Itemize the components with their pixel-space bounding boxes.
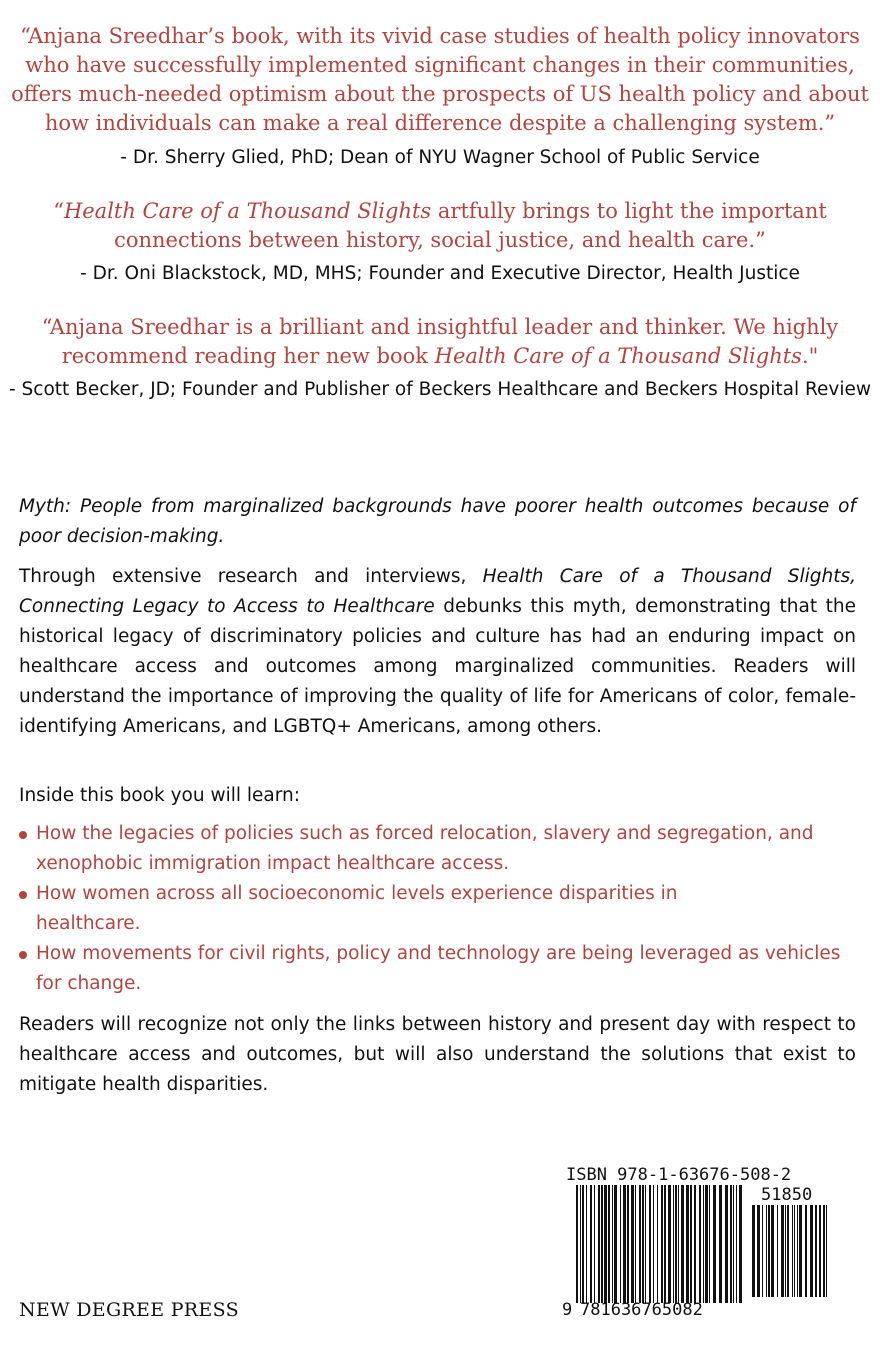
list-item: How movements for civil rights, policy and technology are being leveraged as vehicles for change. [19, 939, 864, 999]
barcode-bar [631, 1185, 634, 1303]
barcode-bar [703, 1185, 704, 1303]
barcode-bar [657, 1185, 658, 1303]
isbn-label: ISBN 978-1-63676-508-2 [566, 1165, 792, 1185]
barcode-bar [736, 1185, 737, 1303]
barcode-bar [797, 1205, 798, 1297]
quote-end: ." [801, 344, 819, 368]
barcode-bar [771, 1205, 774, 1297]
price-code: 51850 [761, 1185, 813, 1205]
barcode-bar [768, 1205, 770, 1297]
barcode-bar [792, 1205, 793, 1297]
intro-paragraph [19, 562, 856, 742]
quote-glied: “Anjana Sreedhar’s book, with its vivid case studies of health policy innovators who have successfully implemented significant changes in their communities, offers much-needed optimism about the prospects of US health policy and about how individuals can make a real difference despite a challenging system.” [11, 24, 869, 135]
book-title: Health Care of a Thousand Slights [434, 344, 802, 368]
barcode-bar [580, 1185, 581, 1303]
barcode-bar [586, 1185, 587, 1303]
barcode-bar [810, 1205, 813, 1297]
barcode-bar [762, 1205, 763, 1297]
isbn-barcode [562, 1163, 834, 1318]
attribution-becker: - Scott Becker, JD; Founder and Publisher of Beckers Healthcare and Beckers Hospital Review [9, 379, 871, 400]
barcode-bar [598, 1185, 600, 1303]
price-barcode-bars [752, 1205, 827, 1297]
barcode-bar [690, 1185, 692, 1303]
quote-blackstock [0, 197, 880, 255]
barcode-bar [582, 1185, 584, 1303]
list-item: How the legacies of policies such as forced relocation, slavery and segregation, and xenophobic immigration impact healthcare access. [19, 819, 864, 879]
attribution-blackstock: - Dr. Oni Blackstock, MD, MHS; Founder and Executive Director, Health Justice [80, 263, 800, 284]
barcode-bar [739, 1185, 742, 1303]
barcode-bar [649, 1185, 651, 1303]
closing-paragraph: Readers will recognize not only the links between history and present day with respect to healthcare access and outcomes, but will also understand the solutions that exist to mitigate health disparities. [19, 1014, 856, 1095]
barcode-bar [668, 1185, 671, 1303]
barcode-lead-digit: 9 [562, 1300, 573, 1318]
barcode-bar [675, 1185, 677, 1303]
learning-list [19, 819, 864, 999]
barcode-bar [623, 1185, 626, 1303]
barcode-bar [826, 1205, 827, 1297]
barcode-bar [642, 1185, 644, 1303]
quote-open: “ [53, 199, 64, 223]
list-item: How women across all socioeconomic levels experience disparities in healthcare. [19, 879, 864, 939]
barcode-bar [620, 1185, 621, 1303]
barcode-bar [694, 1185, 696, 1303]
barcode-bar [794, 1205, 795, 1297]
barcode-bar [673, 1185, 674, 1303]
attribution-glied: - Dr. Sherry Glied, PhD; Dean of NYU Wagner School of Public Service [120, 147, 760, 168]
barcode-bar [635, 1185, 636, 1303]
intro-rest: debunks this myth, demonstrating that the historical legacy of discriminatory policies and culture has had an enduring impact on healthcare access and outcomes among marginalized communities. Readers will understand the importance of improving the quality of life for Americans of color, female-identifying Americans, and LGBTQ+ Americans, among others. [19, 596, 856, 737]
barcode-bar [730, 1185, 732, 1303]
barcode-bar [612, 1185, 613, 1303]
barcode-bar [733, 1185, 734, 1303]
barcode-bar [645, 1185, 646, 1303]
barcode-bar [725, 1185, 728, 1303]
barcode-bar [664, 1185, 666, 1303]
barcode-bar [686, 1185, 689, 1303]
barcode-bar [661, 1185, 663, 1303]
barcode-bar [781, 1205, 784, 1297]
book-title: Health Care of a Thousand Slights [63, 199, 432, 223]
barcode-bar [608, 1185, 610, 1303]
barcode-bar [719, 1185, 722, 1303]
book-full-title: Health Care of a Thousand Slights, Connecting Legacy to Access to Healthcare [19, 566, 856, 617]
quote-lead: “Anjana Sreedhar is a brilliant and insightful leader and thinker. We highly recommend reading her new book [41, 315, 839, 368]
barcode-bar [705, 1185, 708, 1303]
barcode-bar [699, 1185, 701, 1303]
barcode-bar [709, 1185, 710, 1303]
barcode-bar [819, 1205, 821, 1297]
barcode-bar [823, 1205, 825, 1297]
barcode-bar [757, 1205, 760, 1297]
quote-becker [0, 313, 880, 371]
barcode-bar [678, 1185, 679, 1303]
publisher-name: NEW DEGREE PRESS [19, 1299, 239, 1321]
barcode-bar [614, 1185, 617, 1303]
barcode-bar [653, 1185, 654, 1303]
inside-heading: Inside this book you will learn: [19, 785, 300, 806]
barcode-bar [787, 1205, 789, 1297]
intro-lead: Through extensive research and interviews, [19, 566, 483, 587]
barcode-bar [713, 1185, 716, 1303]
barcode-bar [805, 1205, 807, 1297]
barcode-bar [604, 1185, 607, 1303]
barcode-bar [766, 1205, 767, 1297]
barcode-bar [576, 1185, 578, 1303]
myth-statement: Myth: People from marginalized backgrounds have poorer health outcomes because of poor decision-making. [19, 496, 856, 547]
barcode-bar [594, 1185, 595, 1303]
barcode-bar [752, 1205, 755, 1297]
barcode-digits: 781636765082 [580, 1300, 703, 1318]
barcode-bar [681, 1185, 684, 1303]
barcode-bar [590, 1185, 592, 1303]
quote-rest: artfully brings to light the important connections between history, social justice, and health care.” [114, 199, 827, 252]
barcode-bar [777, 1205, 778, 1297]
barcode-bar [799, 1205, 802, 1297]
barcode-bar [639, 1185, 641, 1303]
barcode-bar [815, 1205, 817, 1297]
barcode-bar [601, 1185, 603, 1303]
barcode-bar [627, 1185, 629, 1303]
barcode-bars [576, 1185, 742, 1303]
barcode-bar [785, 1205, 786, 1297]
